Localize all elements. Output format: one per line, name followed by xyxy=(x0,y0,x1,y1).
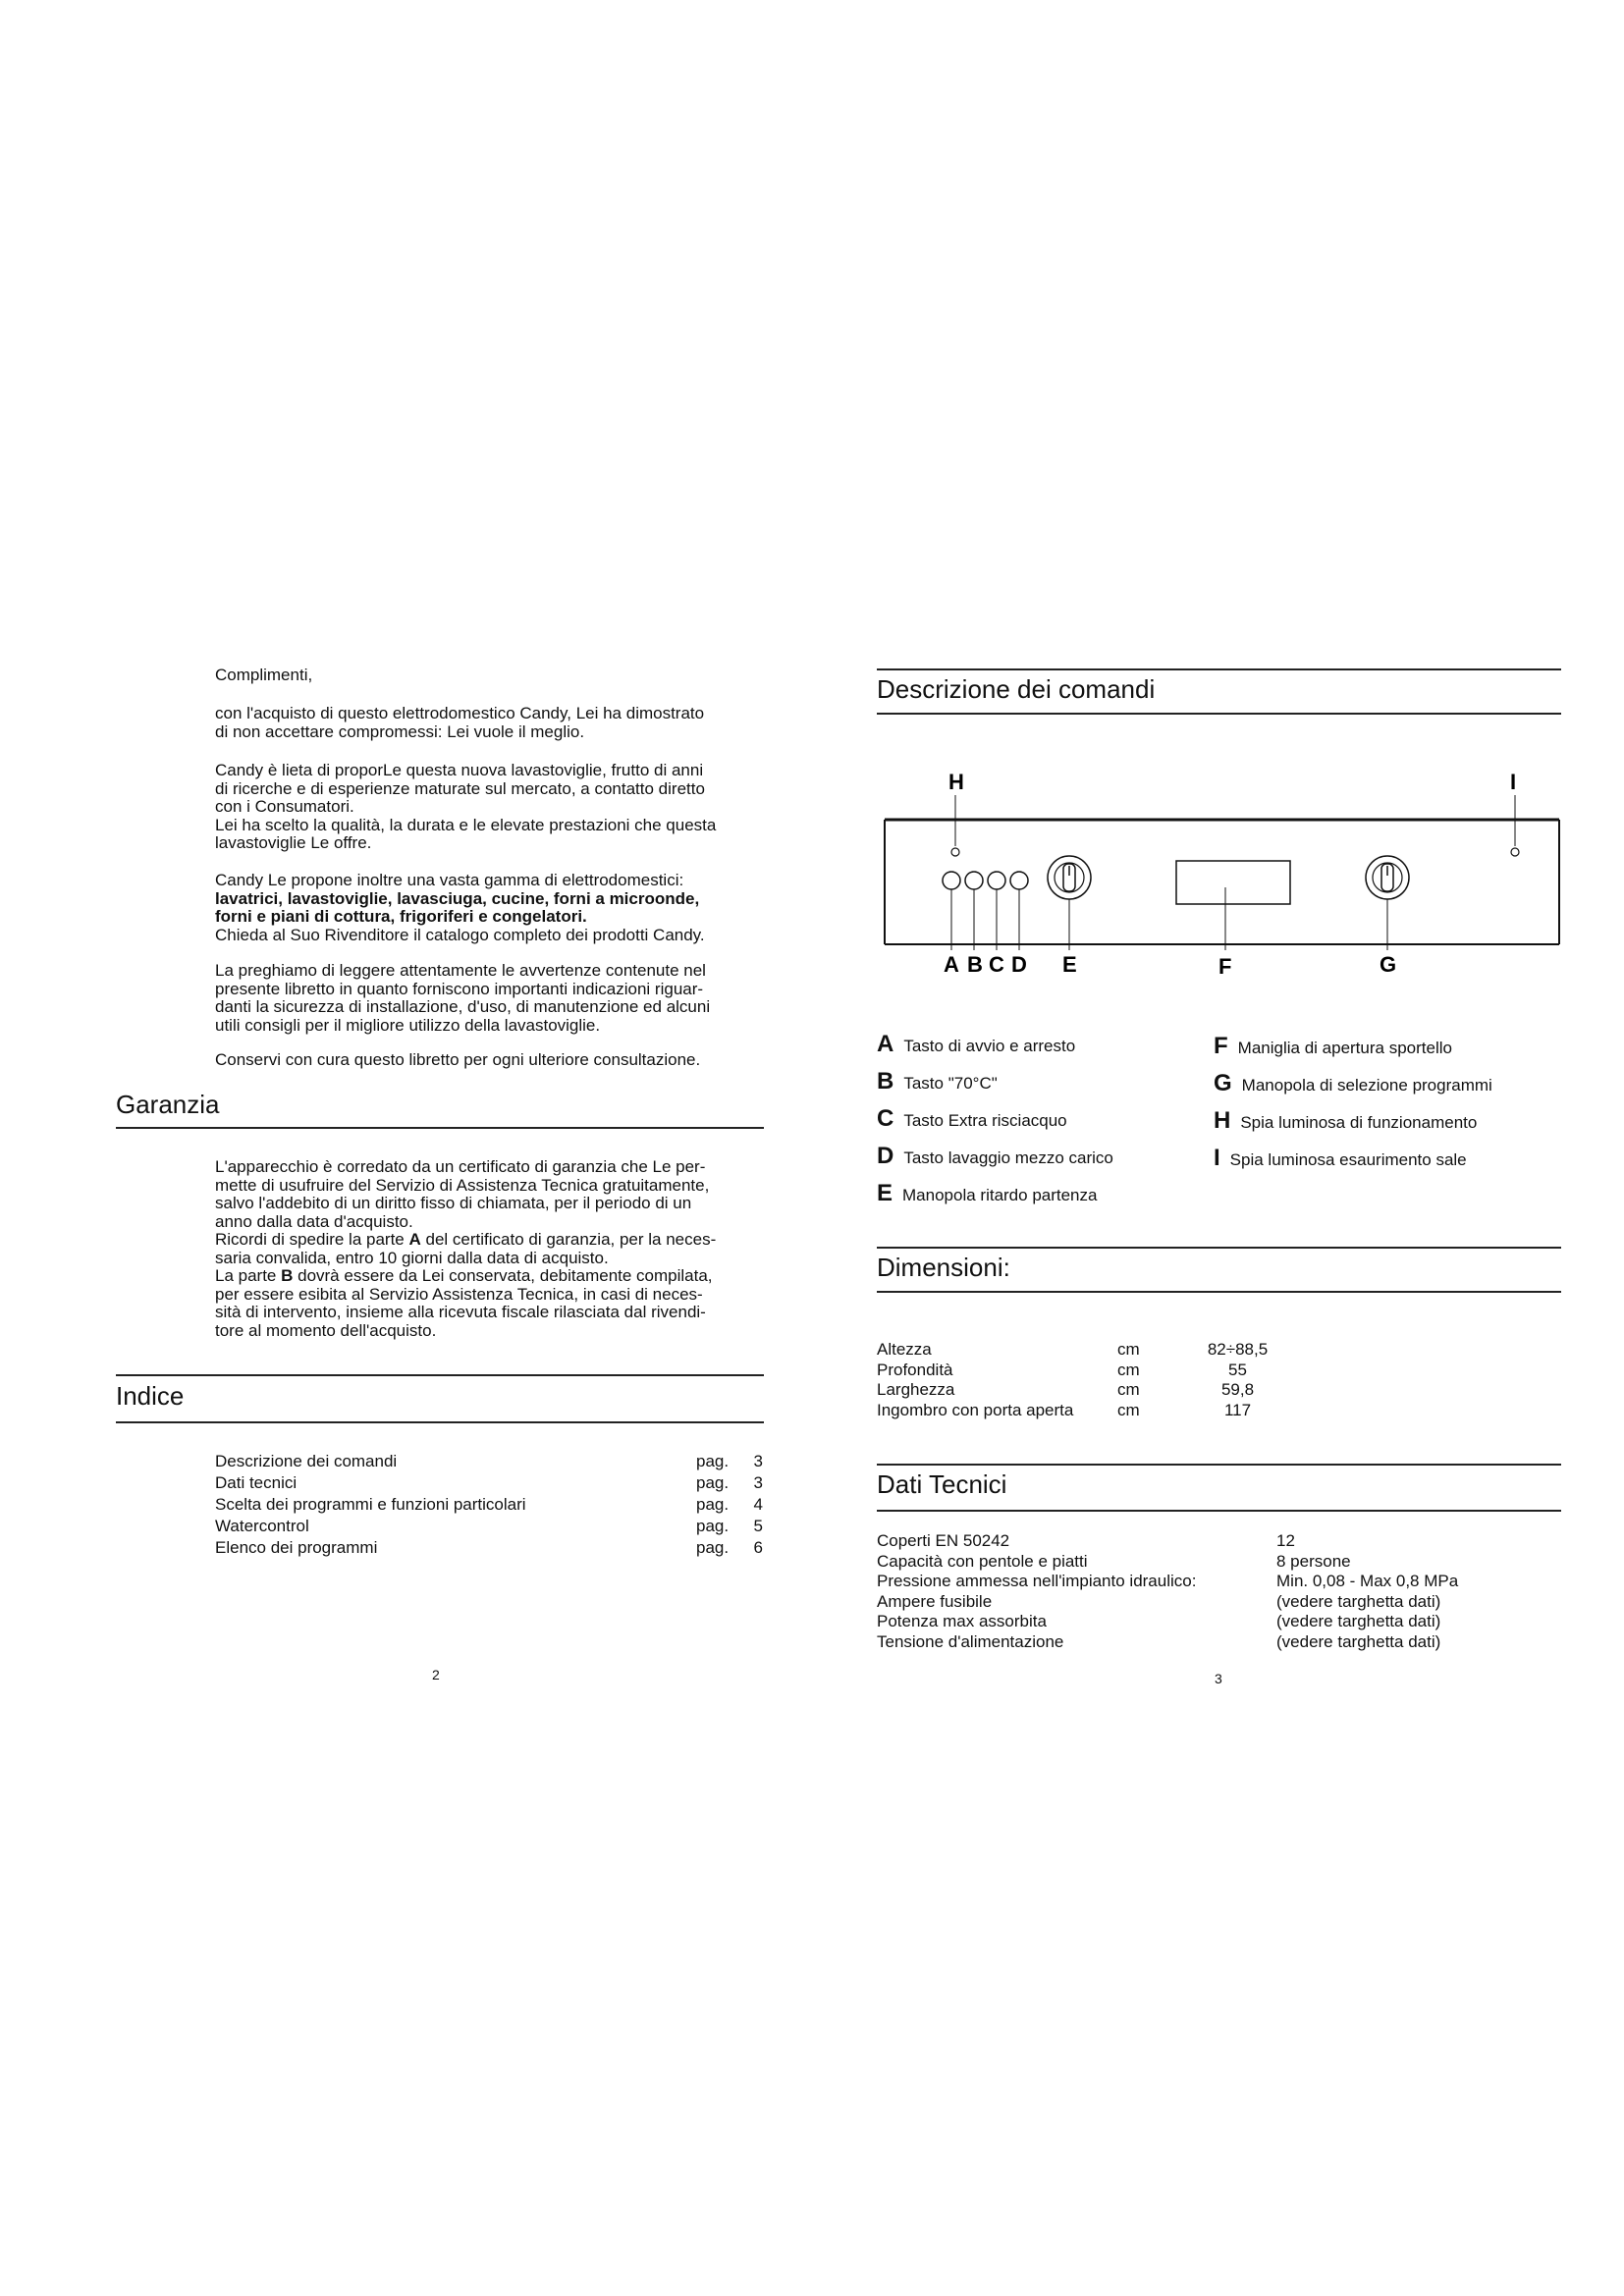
dimension-row: Larghezza cm 59,8 xyxy=(877,1380,1255,1399)
knob-e xyxy=(1048,856,1091,899)
tech-row: Tensione d'alimentazione (vedere targhetta dati) xyxy=(877,1631,1441,1651)
legend-item: H Spia luminosa di funzionamento xyxy=(1214,1107,1478,1134)
p3-catalog: Chieda al Suo Rivenditore il catalogo completo dei prodotti Candy. xyxy=(215,925,705,944)
label-c: C xyxy=(989,952,1004,977)
indice-rule xyxy=(116,1421,764,1423)
indicator-light-h xyxy=(951,848,959,856)
tech-row: Potenza max assorbita (vedere targhetta dati) xyxy=(877,1612,1441,1630)
page-number-left: 2 xyxy=(432,1667,440,1682)
label-d: D xyxy=(1011,952,1027,977)
index-list xyxy=(215,1451,763,1559)
dimension-row: Profondità cm 55 xyxy=(877,1360,1247,1379)
comandi-rule xyxy=(877,713,1561,715)
tech-row: Pressione ammessa nell'impianto idraulico: Min. 0,08 - Max 0,8 MPa xyxy=(877,1572,1459,1590)
dimension-row: Ingombro con porta aperta cm 117 xyxy=(877,1400,1252,1419)
legend-item: G Manopola di selezione programmi xyxy=(1214,1070,1492,1096)
label-i: I xyxy=(1510,770,1517,794)
label-e: E xyxy=(1062,952,1077,977)
tecnici-title: Dati Tecnici xyxy=(877,1469,1007,1499)
greeting: Complimenti, xyxy=(215,666,313,684)
legend-item: D Tasto lavaggio mezzo carico xyxy=(877,1143,1113,1169)
technical-data-table xyxy=(877,1531,1458,1652)
label-g: G xyxy=(1380,952,1397,977)
garanzia-text: L'apparecchio è corredato da un certificato di garanzia che Le per- mette di usufruire del Servizio di Assistenza Tecnica gratuitamente, salvo l'addebito di un diritto fisso di chiamata, per il periodo di un anno dalla data d'acquisto. Ricordi di spedire la parte A del certificato di garanzia, per la neces- saria convalida, entro 10 giorni dalla data di acquisto. La parte B dovrà essere da Lei conservata, debitamente compilata, per essere esibita al Servizio Assistenza Tecnica, in casi di neces- sità di intervento, insieme alla ricevuta fiscale rilasciata dal rivendi- tore al momento dell'acquisto. xyxy=(215,1157,717,1340)
index-row: Dati tecnici pag. 3 xyxy=(215,1473,763,1492)
index-row: Elenco dei programmi pag. 6 xyxy=(215,1538,763,1557)
legend-item: I Spia luminosa esaurimento sale xyxy=(1214,1145,1467,1171)
legend-item: C Tasto Extra risciacquo xyxy=(877,1105,1067,1132)
button-c xyxy=(988,872,1005,889)
label-b: B xyxy=(967,952,983,977)
dimensions-table xyxy=(877,1340,1279,1420)
comandi-title: Descrizione dei comandi xyxy=(877,674,1156,704)
tecnici-rule xyxy=(877,1510,1561,1512)
indice-top-rule xyxy=(116,1374,764,1376)
legend-item: F Maniglia di apertura sportello xyxy=(1214,1033,1452,1059)
index-row: Descrizione dei comandi pag. 3 xyxy=(215,1452,763,1470)
label-h: H xyxy=(948,770,964,794)
indicator-light-i xyxy=(1511,848,1519,856)
legend-right xyxy=(1214,1033,1492,1185)
legend-left xyxy=(877,1031,1113,1220)
p3-intro: Candy Le propone inoltre una vasta gamma di elettrodomestici: xyxy=(215,871,684,889)
garanzia-rule xyxy=(116,1127,764,1129)
legend-item: B Tasto "70°C" xyxy=(877,1068,998,1095)
tech-row: Capacità con pentole e piatti 8 persone xyxy=(877,1551,1351,1571)
part-a-label: A xyxy=(408,1230,421,1249)
label-a: A xyxy=(944,952,959,977)
page-number-right: 3 xyxy=(1215,1671,1222,1686)
button-d xyxy=(1010,872,1028,889)
garanzia-title: Garanzia xyxy=(116,1090,220,1119)
index-row: Scelta dei programmi e funzioni particolari pag. 4 xyxy=(215,1495,763,1514)
intro-paragraph-3 xyxy=(215,872,785,944)
door-handle-f xyxy=(1176,861,1290,904)
intro-paragraph-2: Candy è lieta di proporLe questa nuova lavastoviglie, frutto di anni di ricerche e di esperienze maturate sul mercato, a contatto diretto con i Consumatori. Lei ha scelto la qualità, la durata e le elevate prestazioni che questa lavastoviglie Le offre. xyxy=(215,761,717,852)
legend-item: E Manopola ritardo partenza xyxy=(877,1180,1098,1206)
dimensioni-title: Dimensioni: xyxy=(877,1253,1010,1282)
dimensioni-rule xyxy=(877,1291,1561,1293)
button-b xyxy=(965,872,983,889)
knob-g xyxy=(1366,856,1409,899)
button-a xyxy=(943,872,960,889)
dimension-row: Altezza cm 82÷88,5 xyxy=(877,1340,1269,1359)
dimensioni-top-rule xyxy=(877,1247,1561,1249)
index-row: Watercontrol pag. 5 xyxy=(215,1517,763,1535)
legend-item: A Tasto di avvio e arresto xyxy=(877,1031,1076,1057)
control-panel-diagram xyxy=(877,756,1564,987)
label-f: F xyxy=(1218,954,1232,979)
intro-paragraph-5: Conservi con cura questo libretto per ogni ulteriore consultazione. xyxy=(215,1050,701,1069)
p3-products: lavatrici, lavastoviglie, lavasciuga, cucine, forni a microonde, forni e piani di cottura, frigoriferi e congelatori. xyxy=(215,888,700,926)
intro-paragraph-1: con l'acquisto di questo elettrodomestico Candy, Lei ha dimostrato di non accettare compromessi: Lei vuole il meglio. xyxy=(215,704,705,741)
tech-row: Ampere fusibile (vedere targhetta dati) xyxy=(877,1591,1441,1611)
tecnici-top-rule xyxy=(877,1464,1561,1466)
part-b-label: B xyxy=(281,1266,294,1285)
comandi-top-rule xyxy=(877,668,1561,670)
intro-paragraph-4: La preghiamo di leggere attentamente le avvertenze contenute nel presente libretto in quanto forniscono importanti indicazioni riguar- danti la sicurezza di installazione, d'uso, di manutenzione ed alcuni utili consigli per il migliore utilizzo della lavastoviglie. xyxy=(215,961,711,1035)
tech-row: Coperti EN 50242 12 xyxy=(877,1531,1295,1550)
indice-title: Indice xyxy=(116,1381,185,1411)
